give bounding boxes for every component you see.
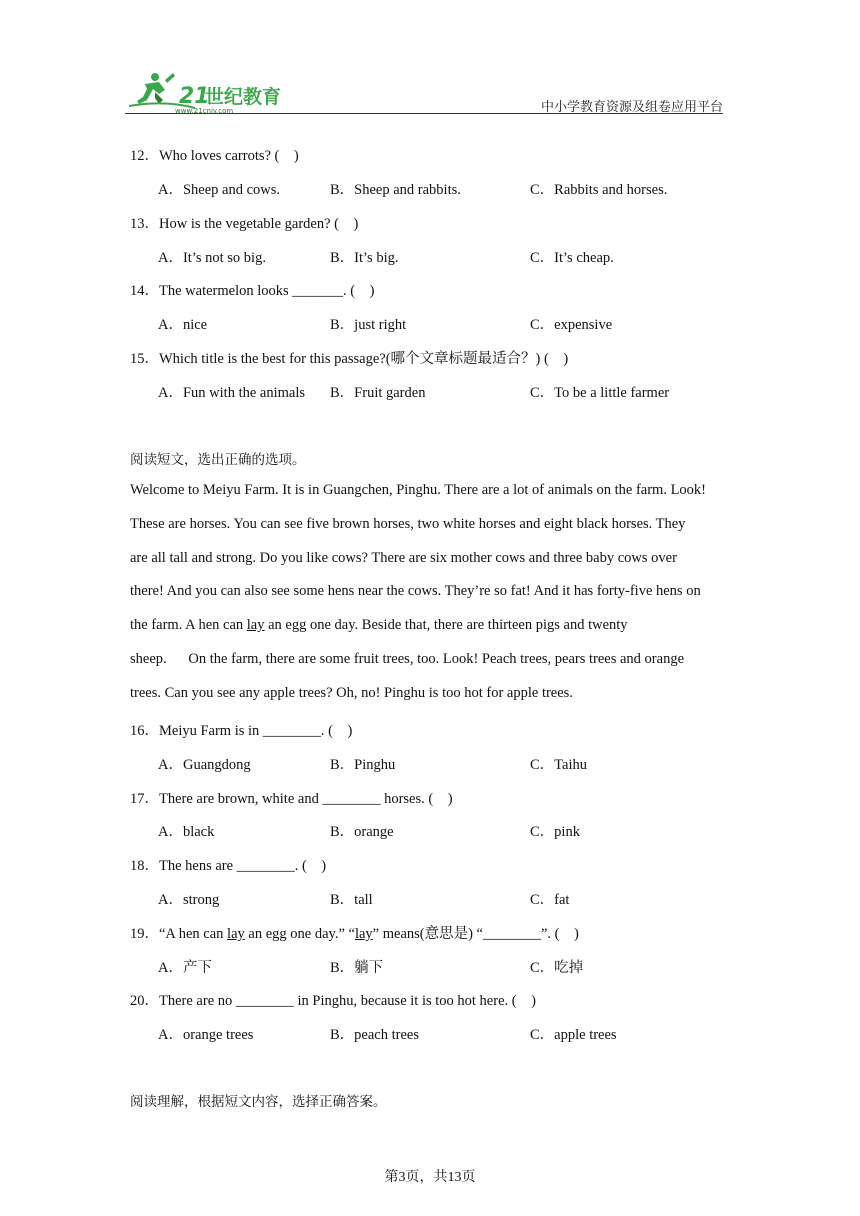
passage-line: Welcome to Meiyu Farm. It is in Guangchen, Pinghu. There are a lot of animals on the farm. Look! [130,482,706,498]
passage-line: are all tall and strong. Do you like cows? There are six mother cows and three baby cows over [130,550,677,566]
q17-option-c[interactable]: C．pink [530,824,580,840]
question-20: 20．There are no ________ in Pinghu, because it is too hot here. ( ) [130,993,536,1009]
question-text: 19．“A hen can [130,926,228,942]
q17-option-b[interactable]: B．orange [330,824,394,840]
underlined-word: lay [246,617,265,633]
question-16: 16．Meiyu Farm is in ________. ( ) [130,723,353,739]
q14-option-b[interactable]: B．just right [330,317,407,333]
q12-option-b[interactable]: B．Sheep and rabbits. [330,182,461,198]
q13-option-c[interactable]: C．It’s cheap. [530,250,614,266]
question-13: 13．How is the vegetable garden? ( ) [130,216,359,232]
page-number: 第3页，共13页 [384,1170,476,1185]
passage-text: an egg one day. Beside that, there are thirteen pigs and twenty [264,617,628,633]
q15-option-b[interactable]: B．Fruit garden [330,385,426,401]
question-18: 18．The hens are ________. ( ) [130,858,327,874]
q18-option-b[interactable]: B．tall [330,892,373,908]
q20-option-a[interactable]: A．orange trees [158,1027,254,1043]
svg-text:www.21cnjy.com: www.21cnjy.com [175,107,234,114]
question-text: an egg one day.” “ [244,926,355,942]
q13-option-b[interactable]: B．It’s big. [330,250,399,266]
q19-option-b[interactable]: B．躺下 [330,960,384,976]
q14-option-c[interactable]: C．expensive [530,317,613,333]
page-header [125,68,723,114]
question-17: 17．There are brown, white and ________ horses. ( ) [130,791,453,807]
underlined-word: lay [354,926,373,942]
q20-option-b[interactable]: B．peach trees [330,1027,419,1043]
q12-option-c[interactable]: C．Rabbits and horses. [530,182,668,198]
question-19 [130,922,579,943]
logo [125,70,290,114]
q16-option-a[interactable]: A．Guangdong [158,757,251,773]
q17-option-a[interactable]: A．black [158,824,215,840]
question-14: 14．The watermelon looks _______. ( ) [130,283,375,299]
q16-option-b[interactable]: B．Pinghu [330,757,396,773]
platform-name: 中小学教育资源及组卷应用平台 [540,100,723,115]
passage-line: These are horses. You can see five brown horses, two white horses and eight black horses. They [130,516,686,532]
passage-text: the farm. A hen can [130,617,247,633]
q12-option-a[interactable]: A．Sheep and cows. [158,182,281,198]
passage-line: sheep. On the farm, there are some fruit trees, too. Look! Peach trees, pears trees and orange [130,651,685,667]
q13-option-a[interactable]: A．It’s not so big. [158,250,266,266]
section-instruction: 阅读理解，根据短文内容，选择正确答案。 [130,1094,387,1110]
passage-line [130,617,628,634]
svg-text:世纪教育: 世纪教育 [205,86,282,108]
header-divider [125,113,723,114]
q18-option-c[interactable]: C．fat [530,892,570,908]
q19-option-a[interactable]: A．产下 [158,960,212,976]
q19-option-c[interactable]: C．吃掉 [530,960,584,976]
passage-line: there! And you can also see some hens near the cows. They’re so fat! And it has forty-five hens on [130,583,701,599]
svg-text:21: 21 [179,84,210,109]
section-instruction: 阅读短文，选出正确的选项。 [130,452,306,468]
q15-option-a[interactable]: A．Fun with the animals [158,385,306,401]
underlined-word: lay [227,926,245,942]
q18-option-a[interactable]: A．strong [158,892,220,908]
q14-option-a[interactable]: A．nice [158,317,208,333]
q20-option-c[interactable]: C．apple trees [530,1027,617,1043]
question-12: 12．Who loves carrots? ( ) [130,148,299,164]
question-15: 15．Which title is the best for this passage?(哪个文章标题最适合？) ( ) [130,351,569,367]
q16-option-c[interactable]: C．Taihu [530,757,587,773]
passage-line: trees. Can you see any apple trees? Oh, no! Pinghu is too hot for apple trees. [130,685,573,701]
q15-option-c[interactable]: C．To be a little farmer [530,385,670,401]
question-text: ” means(意思是) “________”. ( ) [372,926,579,942]
